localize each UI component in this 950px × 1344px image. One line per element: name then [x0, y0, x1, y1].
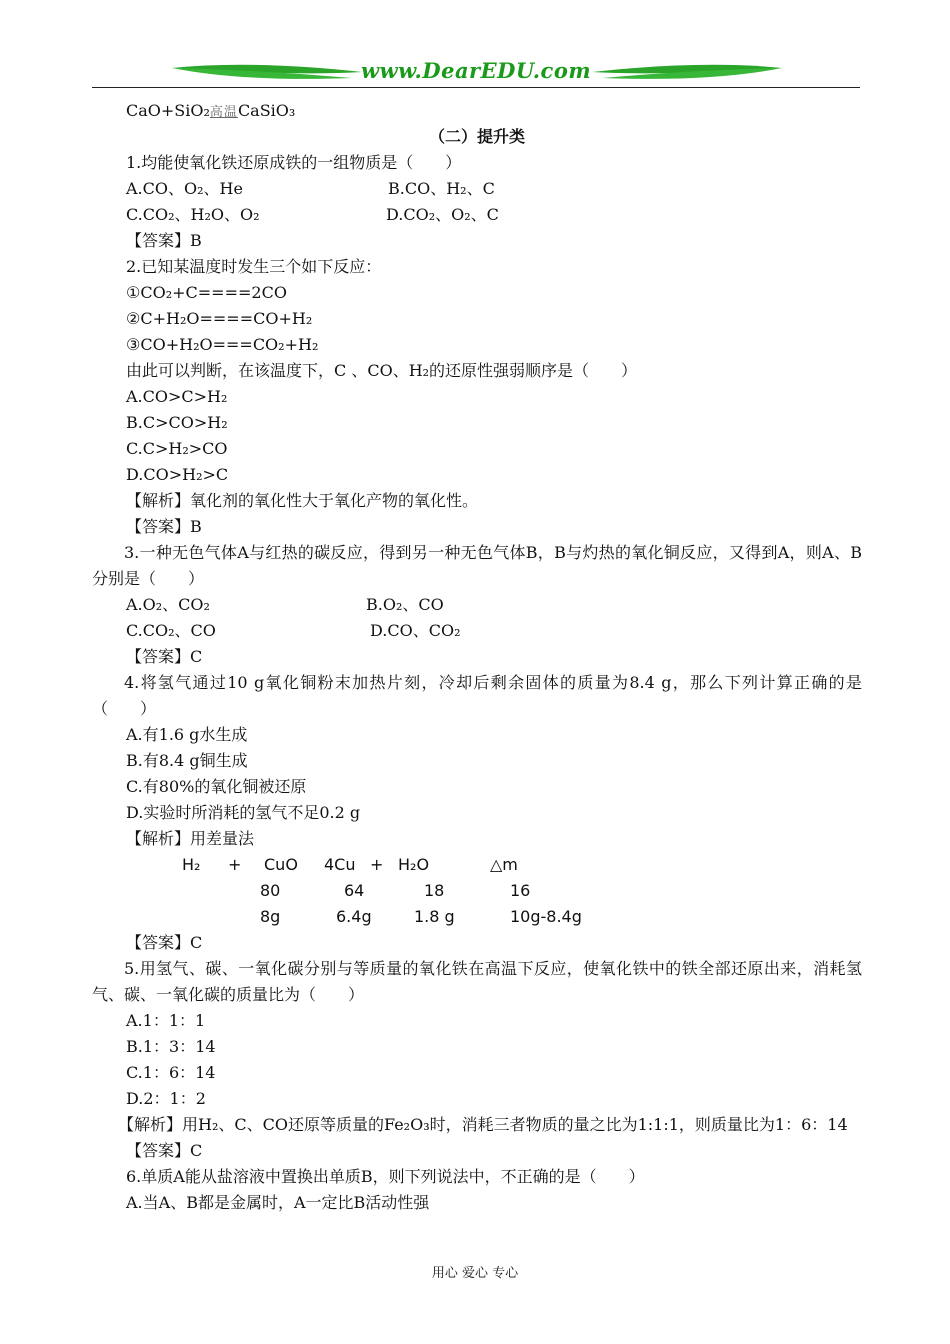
q2-option-d: D.CO>H₂>C [126, 465, 229, 484]
document-body [92, 98, 862, 1216]
q4-option-d: D.实验时所消耗的氢气不足0.2 g [126, 803, 361, 822]
question-6: 6.单质A能从盐溶液中置换出单质B，则下列说法中，不正确的是（ ） [126, 1167, 645, 1186]
q4-option-b: B.有8.4 g铜生成 [126, 751, 248, 770]
q4-option-c: C.有80%的氧化铜被还原 [126, 777, 307, 796]
q1-option-c: C.CO₂、H₂O、O₂ [126, 205, 260, 224]
q3-option-c: C.CO₂、CO [126, 621, 216, 640]
question-2: 2.已知某温度时发生三个如下反应： [126, 257, 382, 276]
q6-option-a: A.当A、B都是金属时，A一定比B活动性强 [126, 1193, 430, 1212]
q4-explanation: 【解析】用差量法 [126, 829, 255, 848]
q5-explanation: 【解析】用H₂、C、CO还原等质量的Fe₂O₃时，消耗三者物质的量之比为1:1:1，则质量比为1：6：14 [118, 1115, 848, 1134]
site-logo[interactable]: www.DearEDU.com [360, 58, 592, 83]
q1-option-d: D.CO₂、O₂、C [386, 205, 499, 224]
question-5: 5.用氢气、碳、一氧化碳分别与等质量的氧化铁在高温下反应，使氧化铁中的铁全部还原出来，消耗氢气、碳、一氧化碳的质量比为（ ） [92, 959, 862, 1004]
q2-answer: 【答案】B [126, 517, 202, 536]
q3-options-row-1 [92, 592, 862, 618]
section-title: （二）提升类 [428, 127, 525, 146]
condition-high-temp: 高温 [209, 105, 238, 120]
page-header [92, 56, 860, 92]
q4-answer: 【答案】C [126, 933, 203, 952]
q5-option-c: C.1：6：14 [126, 1063, 216, 1082]
q3-option-d: D.CO、CO₂ [370, 621, 461, 640]
q3-options-row-2 [92, 618, 862, 644]
q2-explanation: 【解析】氧化剂的氧化性大于氧化产物的氧化性。 [126, 491, 479, 510]
q1-option-b: B.CO、H₂、C [388, 179, 495, 198]
q1-option-a: A.CO、O₂、He [126, 179, 243, 198]
q4-option-a: A.有1.6 g水生成 [126, 725, 248, 744]
question-1: 1.均能使氧化铁还原成铁的一组物质是（ ） [126, 153, 462, 172]
q1-options-row-2 [92, 202, 862, 228]
q2-reaction-3: ③CO+H₂O===CO₂+H₂ [126, 335, 319, 354]
calc-row-2: 80 64 18 16 [260, 881, 531, 900]
calc-row-3: 8g 6.4g 1.8 g 10g-8.4g [260, 907, 582, 926]
q5-option-d: D.2：1：2 [126, 1089, 206, 1108]
question-3: 3.一种无色气体A与红热的碳反应，得到另一种无色气体B，B与灼热的氧化铜反应，又得到A，则A、B分别是（ ） [92, 543, 862, 588]
header-rule [92, 87, 860, 88]
page-footer: 用心 爱心 专心 [431, 1266, 519, 1281]
q2-question: 由此可以判断，在该温度下，C 、CO、H₂的还原性强弱顺序是（ ） [126, 361, 638, 380]
q5-answer: 【答案】C [126, 1141, 203, 1160]
q3-option-a: A.O₂、CO₂ [126, 595, 210, 614]
q2-reaction-2: ②C+H₂O====CO+H₂ [126, 309, 313, 328]
equation-line: CaO+SiO₂高温CaSiO₃ [126, 101, 296, 120]
q5-option-a: A.1：1：1 [126, 1011, 206, 1030]
q2-option-b: B.C>CO>H₂ [126, 413, 228, 432]
q3-answer: 【答案】C [126, 647, 203, 666]
q2-reaction-1: ①CO₂+C====2CO [126, 283, 287, 302]
q1-options-row-1 [92, 176, 862, 202]
q2-option-c: C.C>H₂>CO [126, 439, 228, 458]
q1-answer: 【答案】B [126, 231, 202, 250]
question-4: 4.将氢气通过10 g氧化铜粉末加热片刻，冷却后剩余固体的质量为8.4 g，那么下列计算正确的是（ ） [92, 673, 862, 718]
q3-option-b: B.O₂、CO [366, 595, 444, 614]
calc-row-1: H₂ + CuO 4Cu + H₂O △m [182, 855, 518, 874]
q5-option-b: B.1：3：14 [126, 1037, 216, 1056]
q2-option-a: A.CO>C>H₂ [126, 387, 228, 406]
